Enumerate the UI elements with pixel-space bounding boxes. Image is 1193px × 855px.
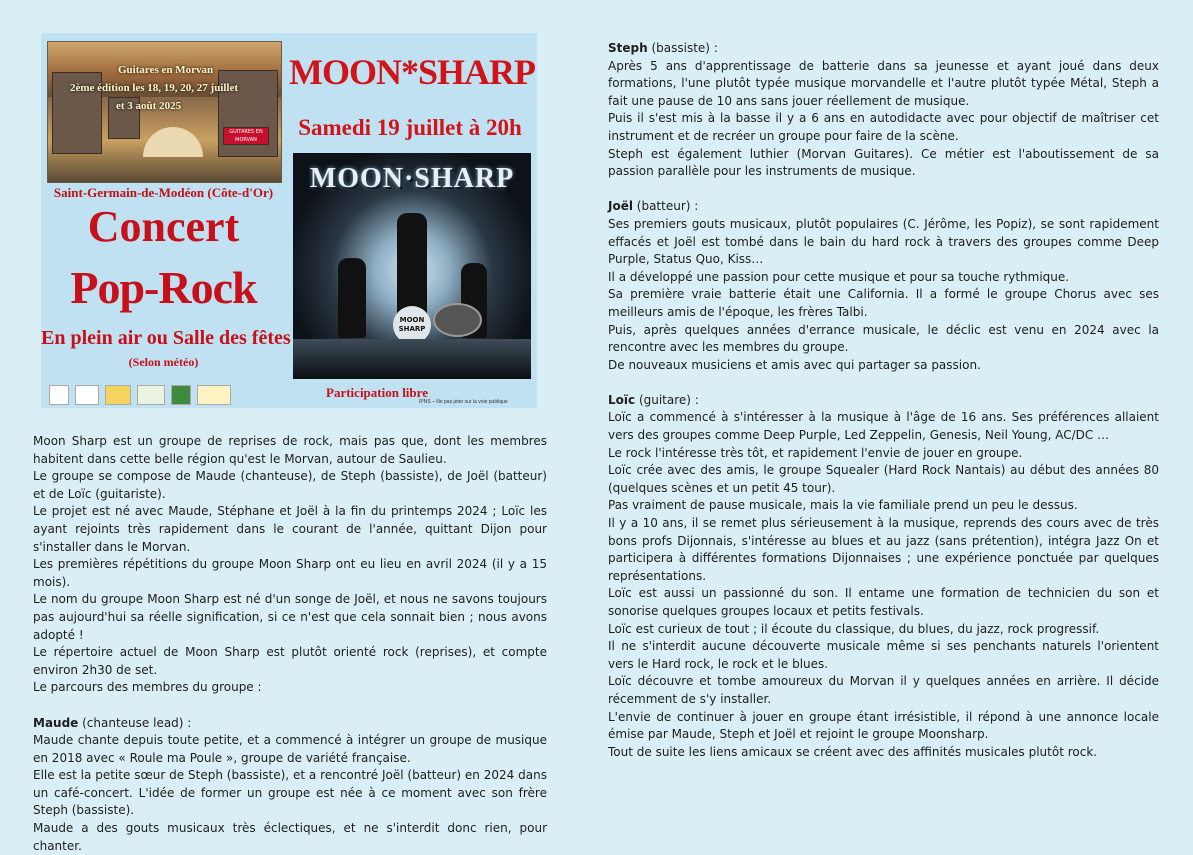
festival-edition: 2ème édition les 18, 19, 20, 27 juillet — [70, 82, 239, 94]
sponsor-logo — [49, 385, 69, 405]
paragraph: Pas vraiment de pause musicale, mais la vie familiale prend un peu le dessus. — [608, 498, 1078, 513]
member-name: Steph — [608, 41, 648, 55]
weather-note: (Selon météo) — [128, 355, 199, 369]
concert-heading: Concert — [87, 202, 240, 251]
sponsor-logo — [75, 385, 99, 405]
paragraph: Ses premiers gouts musicaux, plutôt populaires (C. Jérôme, les Popiz), se sont rapidement effacés et Joël est tombé dans le bain du hard rock à travers des groupes comme Deep Purple, Status Quo, Kiss… — [608, 216, 1159, 267]
paragraph: Puis, après quelques années d'errance musicale, le déclic est venu en 2024 avec la rencontre avec les membres du groupe. — [608, 322, 1159, 355]
member-role: (chanteuse lead) : — [78, 715, 192, 730]
guitarist-silhouette — [338, 258, 366, 338]
entry-info: Participation libre — [326, 385, 428, 400]
sponsor-logo — [137, 385, 165, 405]
paragraph: Maude a des gouts musicaux très éclectiques, et ne s'interdit donc rien, pour chanter. — [33, 821, 547, 853]
member-name: Maude — [33, 715, 79, 730]
paragraph: Le parcours des membres du groupe : — [33, 680, 262, 695]
paragraph: Le projet est né avec Maude, Stéphane et Joël à la fin du printemps 2024 ; Loïc les ayant rejoints très rapidement dans le courant de l'année, quittant Dijon pour s'installer dans le Morvan. — [33, 504, 547, 554]
sponsor-logos — [49, 384, 231, 406]
sponsor-logo — [197, 385, 231, 405]
stage — [293, 339, 531, 379]
paragraph: Tout de suite les liens amicaux se créent avec des affinités musicales plutôt rock. — [608, 744, 1098, 759]
paragraph: Elle est la petite sœur de Steph (bassiste), et a rencontré Joël (batteur) en 2024 dans un café-concert. L'idée de former un groupe est née à ce moment avec son frère Steph (bassiste). — [33, 768, 547, 818]
paragraph: Il a développé une passion pour cette musique et pour sa touche rythmique. — [608, 269, 1070, 284]
right-text-column — [608, 40, 1159, 761]
paragraph: Le rock l'intéresse très tôt, et rapidement l'envie de jouer en groupe. — [608, 445, 1023, 460]
genre-heading: Pop-Rock — [70, 262, 257, 313]
ipns-note: IPNS – Ne pas jeter sur la voie publique — [419, 399, 508, 405]
member-name: Joël — [608, 199, 633, 214]
paragraph: Le répertoire actuel de Moon Sharp est plutôt orienté rock (reprises), et compte environ 2h30 de set. — [33, 645, 547, 677]
paragraph: Loïc est aussi un passionné du son. Il entame une formation de technicien du son et sonorise quelques groupes locaux et petits festivals. — [608, 586, 1159, 618]
drum-kit — [433, 303, 482, 337]
member-name: Loïc — [608, 392, 636, 407]
paragraph: Loïc a commencé à s'intéresser à la musique à l'âge de 16 ans. Ses préférences allaient vers des groupes comme Deep Purple, Led Zeppelin, Genesis, Neil Young, AC/DC … — [608, 410, 1159, 443]
concert-poster — [41, 33, 537, 408]
festival-sign: GUITARES EN MORVAN — [223, 127, 269, 145]
village-photo — [47, 41, 282, 183]
paragraph: L'envie de continuer à jouer en groupe étant irrésistible, il répond à une annonce locale émise par Maude, Steph et Joël et rejoint le groupe Moonsharp. — [608, 709, 1159, 742]
member-heading-loic — [608, 392, 1159, 410]
festival-dates: et 3 août 2025 — [116, 100, 182, 112]
festival-title: Guitares en Morvan — [118, 64, 214, 76]
paragraph: Sa première vraie batterie était une California. Il a formé le groupe Chorus avec ses meilleurs amis de l'époque, les frères Talbi. — [608, 287, 1159, 319]
paragraph: Le groupe se compose de Maude (chanteuse), de Steph (bassiste), de Joël (batteur) et de Loïc (guitariste). — [33, 469, 547, 501]
left-text-column — [33, 433, 547, 855]
paragraph: Après 5 ans d'apprentissage de batterie dans sa jeunesse et ayant joué dans deux formations, l'une plutôt typée musique morvandelle et l'autre plutôt typée Métal, Steph a fait une pause de 10 ans sans jouer réellement de musique. — [608, 58, 1159, 108]
band-badge: MOON SHARP — [393, 306, 431, 344]
paragraph: Les premières répétitions du groupe Moon Sharp ont eu lieu en avril 2024 (il y a 15 mois). — [33, 557, 547, 589]
paragraph: Loïc est curieux de tout ; il écoute du classique, du blues, du jazz, rock progressif. — [608, 621, 1100, 636]
member-role: (batteur) : — [632, 199, 699, 214]
member-heading-joel — [608, 198, 1159, 216]
band-name: MOON*SHARP — [289, 52, 535, 92]
paragraph: Loïc découvre et tombe amoureux du Morvan il y quelques années en arrière. Il décide récemment de s'y installer. — [608, 674, 1159, 706]
paragraph: De nouveaux musiciens et amis avec qui partager sa passion. — [608, 357, 981, 372]
member-heading-steph — [608, 40, 1159, 58]
sponsor-logo — [105, 385, 131, 405]
member-heading-maude — [33, 715, 547, 733]
concert-date: Samedi 19 juillet à 20h — [298, 115, 522, 140]
sponsor-logo — [171, 385, 191, 405]
paragraph: Steph est également luthier (Morvan Guitares). Ce métier est l'aboutissement de sa passion parallèle pour les instruments de musique. — [608, 146, 1159, 179]
paragraph: Puis il s'est mis à la basse il y a 6 ans en autodidacte avec pour objectif de maîtriser cet instrument et de recréer un groupe pour faire de la scène. — [608, 111, 1159, 143]
band-logo: MOON·SHARP — [309, 163, 515, 194]
paragraph: Maude chante depuis toute petite, et a commencé à intégrer un groupe de musique en 2018 avec « Roule ma Poule », groupe de variété française. — [33, 733, 547, 765]
band-artwork — [293, 153, 531, 379]
paragraph: Loïc crée avec des amis, le groupe Squealer (Hard Rock Nantais) au début des années 80 (quelques scènes et un petit 45 tour). — [608, 463, 1159, 495]
paragraph: Il ne s'interdit aucune découverte musicale même si ses penchants naturels l'orientent vers le Hard rock, le rock et le blues. — [608, 639, 1159, 671]
member-role: (bassiste) : — [647, 41, 718, 55]
paragraph: Moon Sharp est un groupe de reprises de rock, mais pas que, dont les membres habitent dans cette belle région qu'est le Morvan, autour de Saulieu. — [33, 434, 547, 466]
member-role: (guitare) : — [635, 392, 699, 407]
paragraph: Il y a 10 ans, il se remet plus sérieusement à la musique, reprends des cours avec de très bons profs Dijonnais, s'intéresse au blues et au jazz (sans prétention), intégra Jazz On et participera à différentes formations Dijonnaises ; une expérience ponctuée par quelques représentations. — [608, 516, 1159, 583]
paragraph: Le nom du groupe Moon Sharp est né d'un songe de Joël, et nous ne savons toujours pas aujourd'hui sa réelle signification, si ce n'est que cela sonnait bien ; nous avons adopté ! — [33, 592, 547, 642]
venue-text: En plein air ou Salle des fêtes — [41, 327, 291, 349]
concert-place: Saint-Germain-de-Modéon (Côte-d'Or) — [53, 185, 274, 200]
